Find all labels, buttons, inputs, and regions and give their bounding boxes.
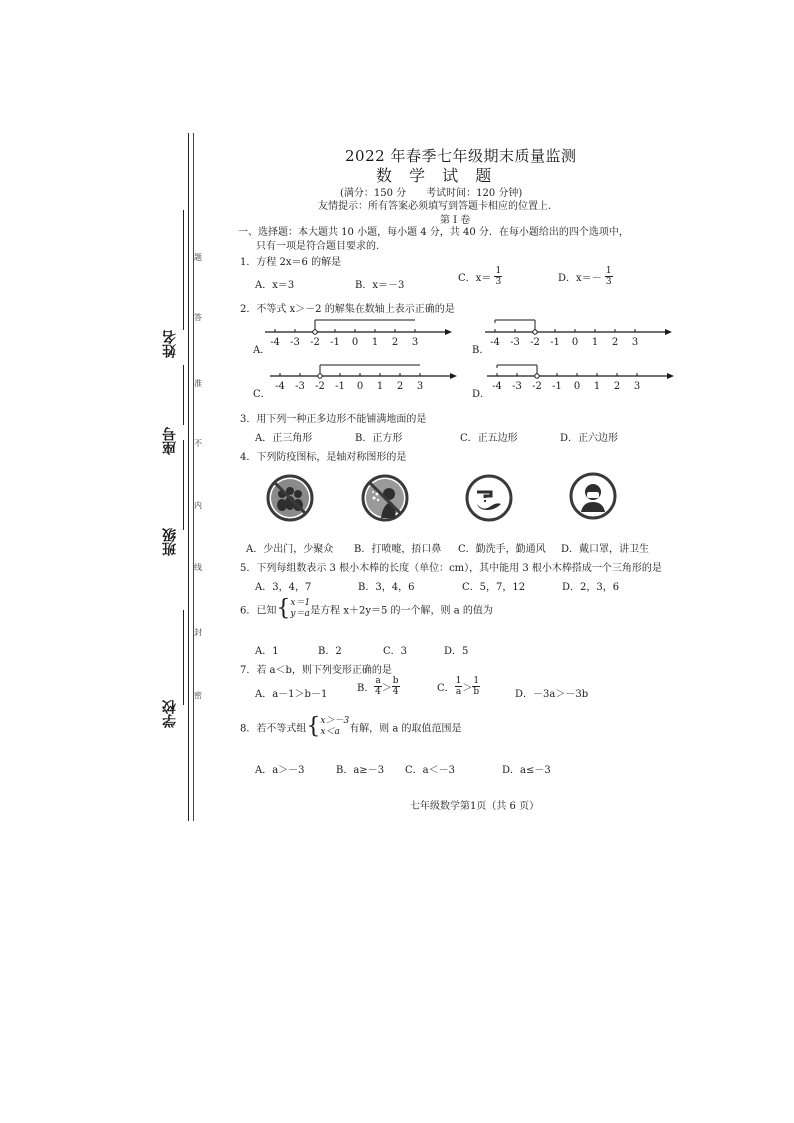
tick-label: 0 xyxy=(573,381,581,392)
q6-suffix: 是方程 x＋2y＝5 的一个解，则 a 的值为 xyxy=(310,605,493,617)
q3-option-c[interactable]: C．正五边形 xyxy=(460,433,518,444)
crowd-restriction-icon[interactable] xyxy=(266,474,314,522)
q7-b-frac1 xyxy=(374,676,381,697)
seal-char: 不 xyxy=(194,439,202,448)
tick-label: -1 xyxy=(335,381,345,392)
q6-option-b[interactable]: B．2 xyxy=(318,646,342,657)
q1-c-den: 3 xyxy=(495,277,502,287)
q6-eq2: y＝a xyxy=(290,609,310,619)
q7-b-num1: a xyxy=(375,676,381,686)
q8-system xyxy=(320,716,349,738)
tick-label: 2 xyxy=(396,381,404,392)
tick-label: 2 xyxy=(391,337,399,348)
number-line-b xyxy=(485,320,672,348)
q1-option-b[interactable]: B．x＝－3 xyxy=(355,280,405,291)
tick-label: -4 xyxy=(275,381,285,392)
tick-label: -2 xyxy=(315,381,325,392)
seal-char: 答 xyxy=(194,313,202,322)
q7-option-a[interactable]: A．a－1＞b－1 xyxy=(255,689,328,700)
q1-c-num: 1 xyxy=(495,266,502,276)
q8-ineq2: x＜a xyxy=(320,727,340,737)
q2-option-d-label[interactable]: D． xyxy=(472,389,491,400)
q2-stem: 2．不等式 x＞－2 的解集在数轴上表示正确的是 xyxy=(240,304,455,315)
q7-b-frac2 xyxy=(392,676,400,697)
seal-char: 线 xyxy=(194,563,202,572)
q2-option-b-label[interactable]: B． xyxy=(472,345,490,356)
number-line-a xyxy=(265,320,452,348)
section-intro: 一、选择题：本大题共 10 小题，每小题 4 分，共 40 分．在每小题给出的四个选项中， xyxy=(238,227,629,238)
q7-c-num1: 1 xyxy=(455,676,462,686)
q7-option-d[interactable]: D．－3a＞－3b xyxy=(515,689,589,700)
axis-arrow xyxy=(665,329,672,335)
tick-label: -1 xyxy=(550,337,560,348)
exam-title: 2022 年春季七年级期末质量监测 xyxy=(345,147,577,165)
q4-option-a[interactable]: A．少出门，少聚众 xyxy=(246,544,334,555)
seat-label: 座号 xyxy=(162,427,178,455)
q7-b-prefix: B． xyxy=(357,683,375,694)
sneeze-cover-icon[interactable] xyxy=(361,474,409,522)
tick-label: 3 xyxy=(631,337,639,348)
tick-label: -4 xyxy=(490,337,500,348)
q7-b-den2: 4 xyxy=(392,687,399,697)
tick-label: 0 xyxy=(356,381,364,392)
tick-label: -1 xyxy=(552,381,562,392)
q5-option-c[interactable]: C．5，7，12 xyxy=(462,582,526,593)
school-label: 学校 xyxy=(162,700,178,728)
tick-label: 3 xyxy=(411,337,419,348)
axis-arrow xyxy=(445,329,452,335)
q5-option-d[interactable]: D．2，3，6 xyxy=(562,582,620,593)
q8-option-c[interactable]: C．a＜－3 xyxy=(405,765,455,776)
q6-prefix: 6．已知 xyxy=(240,605,277,617)
q8-prefix: 8．若不等式组 xyxy=(240,723,307,735)
q4-option-c[interactable]: C．勤洗手，勤通风 xyxy=(458,544,546,555)
exam-meta: (满分：150 分 考试时间：120 分钟) xyxy=(340,188,523,199)
endpoint-open-circle xyxy=(533,330,537,334)
q7-b-den1: 4 xyxy=(375,687,381,697)
section-intro-2: 只有一项是符合题目要求的. xyxy=(256,241,380,252)
number-line-c xyxy=(270,365,457,392)
name-label: 姓名 xyxy=(162,330,178,358)
tick-label: -3 xyxy=(290,337,300,348)
seal-char: 密 xyxy=(194,691,202,700)
q7-option-b[interactable] xyxy=(357,676,400,697)
q7-c-prefix: C． xyxy=(437,683,455,694)
q4-option-b[interactable]: B．打喷嚏，捂口鼻 xyxy=(354,544,442,555)
page-footer: 七年级数学第1页（共 6 页） xyxy=(410,801,540,812)
q8-ineq1: x＞－3 xyxy=(320,716,350,726)
tick-label: -3 xyxy=(512,381,522,392)
q6-stem xyxy=(240,598,493,620)
q1-d-prefix: D．x＝－ xyxy=(558,273,602,284)
q8-stem xyxy=(240,716,462,738)
endpoint-open-circle xyxy=(313,330,317,334)
brace-glyph: { xyxy=(306,714,321,739)
q1-option-a[interactable]: A．x＝3 xyxy=(255,280,295,291)
q2-option-c-label[interactable]: C． xyxy=(253,389,271,400)
q7-c-num2: 1 xyxy=(473,676,480,686)
q1-d-den: 3 xyxy=(605,277,612,287)
q3-stem: 3．用下列一种正多边形不能铺满地面的是 xyxy=(240,414,427,425)
q8-option-b[interactable]: B．a≥－3 xyxy=(336,765,385,776)
endpoint-open-circle xyxy=(535,374,539,378)
tick-label: 1 xyxy=(376,381,384,392)
q6-option-a[interactable]: A．1 xyxy=(255,646,279,657)
q6-eq1: x＝1 xyxy=(290,598,311,608)
endpoint-open-circle xyxy=(318,374,322,378)
q3-option-d[interactable]: D．正六边形 xyxy=(560,433,619,444)
q7-stem: 7．若 a＜b，则下列变形正确的是 xyxy=(240,665,392,676)
q1-c-prefix: C．x＝ xyxy=(458,273,492,284)
tick-label: 1 xyxy=(371,337,379,348)
tick-label: -4 xyxy=(270,337,280,348)
tick-label: -1 xyxy=(330,337,340,348)
tick-label: -2 xyxy=(532,381,542,392)
q5-option-b[interactable]: B．3，4，6 xyxy=(358,582,415,593)
q4-stem: 4．下列防疫图标，是轴对称图形的是 xyxy=(240,452,407,463)
q1-d-num: 1 xyxy=(605,266,612,276)
tick-label: -3 xyxy=(295,381,305,392)
q8-option-d[interactable]: D．a≤－3 xyxy=(502,765,551,776)
hand-washing-icon[interactable] xyxy=(465,474,513,522)
brace-glyph: { xyxy=(276,596,291,621)
q7-b-op: ＞ xyxy=(381,683,392,694)
tick-label: 1 xyxy=(593,381,601,392)
seal-char: 题 xyxy=(194,253,202,262)
seal-char: 准 xyxy=(194,379,202,388)
q7-c-frac2 xyxy=(472,676,480,697)
q2-option-a-label[interactable]: A． xyxy=(253,345,271,356)
q6-option-d[interactable]: D．5 xyxy=(444,646,469,657)
q5-option-a[interactable]: A．3，4，7 xyxy=(255,582,312,593)
q6-system xyxy=(290,598,310,620)
tick-label: 3 xyxy=(416,381,424,392)
tick-label: 3 xyxy=(633,381,641,392)
q3-option-a[interactable]: A．正三角形 xyxy=(255,433,313,444)
q7-option-c[interactable] xyxy=(437,676,480,697)
q8-option-a[interactable]: A．a＞－3 xyxy=(255,765,305,776)
q7-c-den2: b xyxy=(473,687,480,697)
mask-wearing-icon[interactable] xyxy=(569,472,617,520)
q1-stem: 1．方程 2x＝6 的解是 xyxy=(240,257,342,268)
axis-arrow xyxy=(667,373,674,379)
tick-label: -2 xyxy=(310,337,320,348)
tick-label: -4 xyxy=(492,381,502,392)
tick-label: -3 xyxy=(510,337,520,348)
tick-label: 0 xyxy=(351,337,359,348)
seal-char: 内 xyxy=(194,501,202,510)
q7-b-num2: b xyxy=(392,676,399,686)
tick-label: 2 xyxy=(613,381,621,392)
tick-label: 2 xyxy=(611,337,619,348)
volume-label: 第 I 卷 xyxy=(440,215,471,226)
tick-label: 1 xyxy=(591,337,599,348)
exam-subtitle: 数 学 试 题 xyxy=(376,166,498,185)
number-line-d xyxy=(487,365,674,392)
q7-c-den1: a xyxy=(455,687,462,697)
axis-arrow xyxy=(450,373,457,379)
q8-suffix: 有解，则 a 的取值范围是 xyxy=(349,723,462,735)
q3-option-b[interactable]: B．正方形 xyxy=(355,433,403,444)
class-label: 班级 xyxy=(162,528,178,556)
q4-option-d[interactable]: D．戴口罩，讲卫生 xyxy=(561,544,650,555)
q6-option-c[interactable]: C．3 xyxy=(383,646,408,657)
seal-char: 封 xyxy=(194,628,202,637)
q7-c-op: ＞ xyxy=(462,683,473,694)
exam-tip: 友情提示：所有答案必须填写到答题卡相应的位置上. xyxy=(318,201,552,212)
tick-label: -2 xyxy=(530,337,540,348)
tick-label: 0 xyxy=(571,337,579,348)
q5-stem: 5．下列每组数表示 3 根小木棒的长度（单位：cm），其中能用 3 根小木棒搭成一个三角形的是 xyxy=(240,563,662,574)
